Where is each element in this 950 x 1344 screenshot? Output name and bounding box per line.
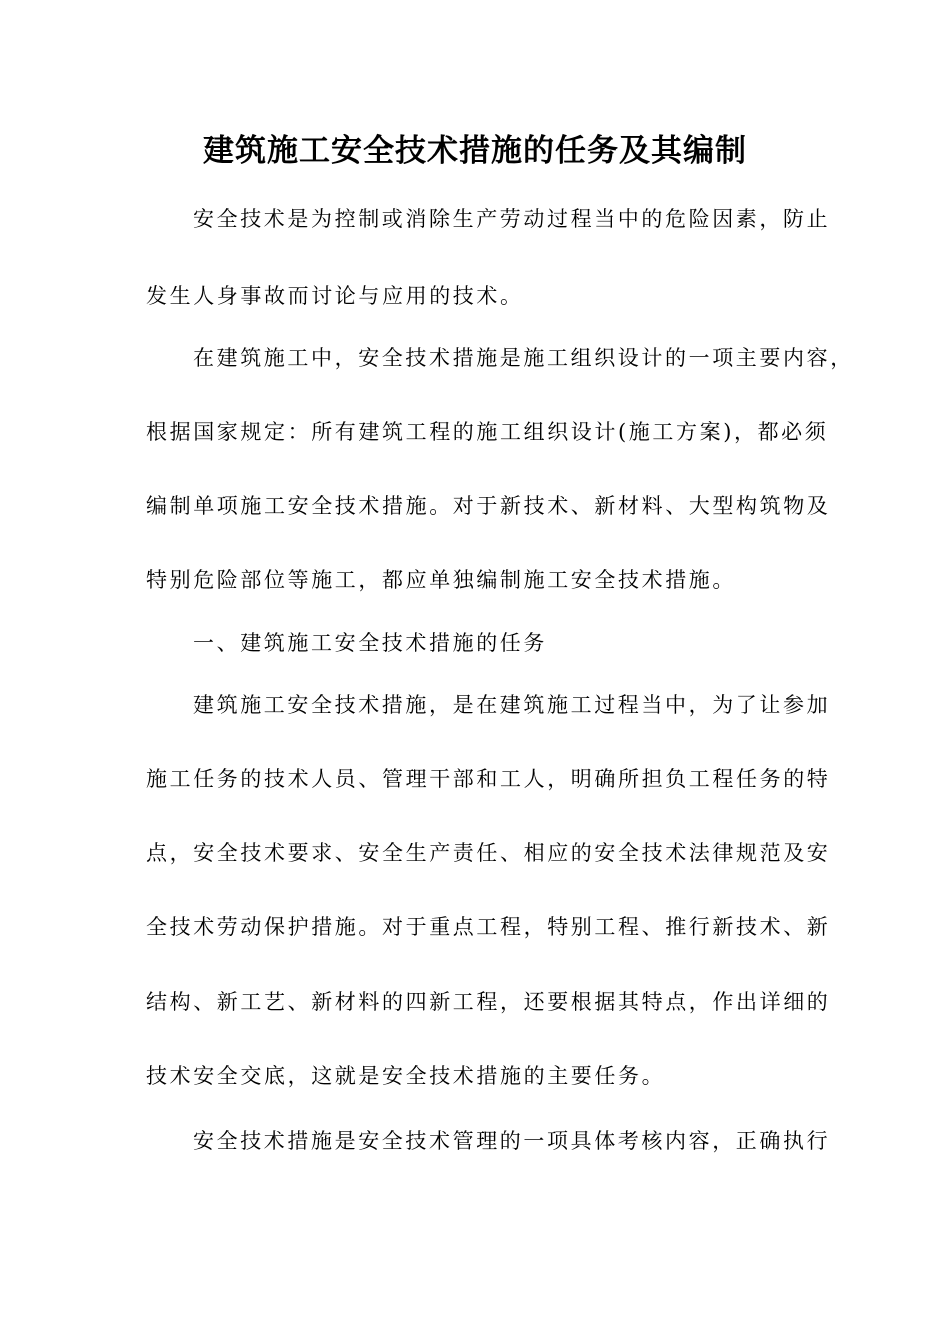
paragraph-2-line-3: 编制单项施工安全技术措施。对于新技术、新材料、大型构筑物及 bbox=[146, 494, 831, 518]
paragraph-2-line-4: 特别危险部位等施工，都应单独编制施工安全技术措施。 bbox=[146, 568, 736, 592]
paragraph-3-line-5: 结构、新工艺、新材料的四新工程，还要根据其特点，作出详细的 bbox=[146, 990, 831, 1014]
section-heading: 一、建筑施工安全技术措施的任务 bbox=[193, 631, 547, 655]
paragraph-2-line-1: 在建筑施工中，安全技术措施是施工组织设计的一项主要内容， bbox=[193, 346, 854, 370]
paragraph-3-line-4: 全技术劳动保护措施。对于重点工程，特别工程、推行新技术、新 bbox=[146, 915, 831, 939]
paragraph-4-line-1: 安全技术措施是安全技术管理的一项具体考核内容，正确执行 bbox=[193, 1129, 831, 1153]
document-title: 建筑施工安全技术措施的任务及其编制 bbox=[203, 133, 747, 169]
paragraph-1-line-2: 发生人身事故而讨论与应用的技术。 bbox=[146, 284, 524, 308]
paragraph-1-line-1: 安全技术是为控制或消除生产劳动过程当中的危险因素，防止 bbox=[193, 207, 831, 231]
paragraph-3-line-3: 点，安全技术要求、安全生产责任、相应的安全技术法律规范及安 bbox=[146, 841, 831, 865]
paragraph-2-line-2: 根据国家规定：所有建筑工程的施工组织设计(施工方案)，都必须 bbox=[146, 420, 829, 444]
paragraph-3-line-2: 施工任务的技术人员、管理干部和工人，明确所担负工程任务的特 bbox=[146, 767, 831, 791]
paragraph-3-line-1: 建筑施工安全技术措施，是在建筑施工过程当中，为了让参加 bbox=[193, 693, 831, 717]
paragraph-3-line-6: 技术安全交底，这就是安全技术措施的主要任务。 bbox=[146, 1064, 666, 1088]
